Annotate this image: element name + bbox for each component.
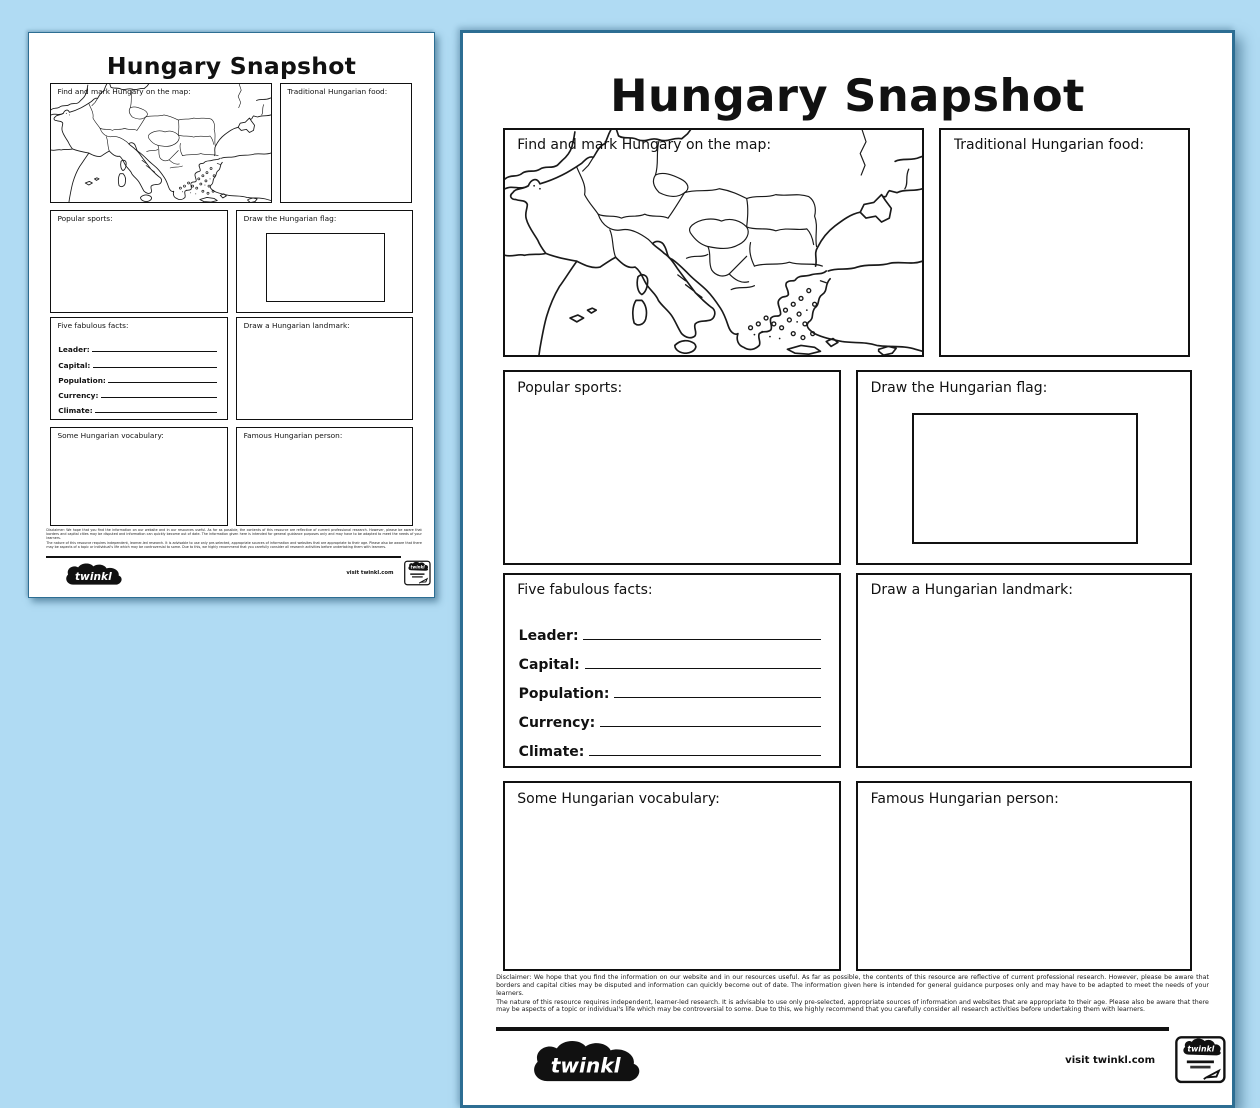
fact-writing-line: [92, 351, 217, 352]
flag-section-label: Draw the Hungarian flag:: [870, 379, 1048, 396]
twinkl-quality-stamp-icon: [404, 560, 431, 586]
footer-divider: [496, 1027, 1169, 1031]
twinkl-logo: [63, 563, 126, 590]
fact-field-row: [58, 370, 217, 385]
disclaimer-paragraph-1: Disclaimer: We hope that you find the information on our website and in our resources useful. As far as possible, the contents of this resource are reflective of current professional research. However, please be aware that borders and capital cities may be disputed and information can quickly become out of date. The information given here is intended for general guidance purposes only and may have to be adapted to meet the needs of your learners.: [46, 528, 422, 541]
fact-field-label: Climate:: [58, 406, 93, 416]
vocabulary-section-box: [50, 427, 228, 527]
fact-writing-line: [93, 367, 218, 368]
fact-writing-line: [101, 397, 218, 398]
fact-field-label: Leader:: [58, 345, 90, 355]
fact-field-row: [58, 354, 217, 369]
vocabulary-section-label: Some Hungarian vocabulary:: [517, 790, 720, 807]
europe-outline-map: [505, 130, 922, 355]
fact-writing-line: [589, 755, 820, 756]
map-section-box: [503, 128, 924, 357]
map-section-label: Find and mark Hungary on the map:: [57, 87, 191, 96]
vocabulary-section-box: [503, 781, 841, 970]
facts-section-box: [503, 573, 841, 768]
worksheet-page-large-zoomed: [460, 30, 1235, 1108]
person-section-box: [236, 427, 413, 527]
worksheet-title: Hungary Snapshot: [610, 69, 1085, 123]
twinkl-logo: [528, 1040, 647, 1091]
fact-field-row: [519, 673, 821, 702]
flag-section-box: [236, 210, 413, 313]
landmark-section-label: Draw a Hungarian landmark:: [243, 322, 350, 330]
fact-field-row: [58, 385, 217, 400]
flag-drawing-area: [266, 233, 385, 302]
fact-field-label: Capital:: [58, 360, 91, 370]
fact-field-row: [519, 731, 821, 760]
fact-writing-line: [108, 382, 217, 383]
food-section-label: Traditional Hungarian food:: [287, 87, 388, 96]
stamp-brand-text: twinkl: [410, 565, 425, 571]
disclaimer-paragraph-2: The nature of this resource requires independent, learner-led research. It is advisable to use only pre-selected, appropriate sources of information and websites that are appropriate to their age. Please also be aware that there may be aspects of a topic or individual's life which may be controversial to some. Due to this, we highly recommend that you carefully consider all research activities before undertaking them with learners.: [46, 541, 422, 550]
person-section-label: Famous Hungarian person:: [243, 431, 343, 440]
fact-field-row: [58, 339, 217, 354]
flag-drawing-area: [912, 413, 1138, 544]
fact-field-label: Capital:: [518, 657, 580, 674]
fact-writing-line: [614, 697, 820, 698]
food-section-box: [280, 83, 412, 204]
worksheet-title: Hungary Snapshot: [106, 52, 357, 81]
europe-outline-map: [51, 84, 271, 203]
fact-writing-line: [583, 639, 820, 640]
person-section-label: Famous Hungarian person:: [870, 790, 1059, 807]
sports-section-box: [50, 210, 228, 313]
fact-field-row: [58, 400, 217, 415]
visit-twinkl-link: visit twinkl.com: [1065, 1054, 1156, 1066]
flag-section-box: [856, 370, 1192, 565]
disclaimer-paragraph-1: Disclaimer: We hope that you find the information on our website and in our resources useful. As far as possible, the contents of this resource are reflective of current professional research. However, please be aware that borders and capital cities may be disputed and information can quickly become out of date. The information given here is intended for general guidance purposes only and may have to be adapted to meet the needs of your learners.: [496, 974, 1209, 997]
map-section-box: [50, 83, 272, 204]
sports-section-box: [503, 370, 841, 565]
fact-field-label: Currency:: [518, 715, 596, 732]
landmark-section-label: Draw a Hungarian landmark:: [870, 582, 1073, 599]
visit-twinkl-link: visit twinkl.com: [346, 570, 394, 577]
fact-field-label: Population:: [58, 375, 106, 385]
fact-field-row: [519, 702, 821, 731]
landmark-section-box: [236, 317, 413, 420]
fact-fields: [519, 615, 821, 760]
facts-section-label: Five fabulous facts:: [57, 322, 129, 330]
person-section-box: [856, 781, 1192, 970]
facts-section-box: [50, 317, 228, 420]
fact-fields: [58, 339, 217, 415]
flag-section-label: Draw the Hungarian flag:: [243, 215, 337, 224]
landmark-section-box: [856, 573, 1192, 768]
fact-field-label: Leader:: [518, 628, 579, 645]
twinkl-quality-stamp-icon: [1175, 1035, 1226, 1084]
sports-section-label: Popular sports:: [57, 215, 113, 224]
fact-field-label: Population:: [518, 686, 610, 703]
food-section-label: Traditional Hungarian food:: [953, 137, 1145, 154]
disclaimer-text: [46, 528, 421, 550]
worksheet-page-small: [28, 32, 435, 598]
food-section-box: [939, 128, 1190, 357]
fact-field-row: [519, 644, 821, 673]
sports-section-label: Popular sports:: [517, 379, 623, 396]
fact-writing-line: [585, 668, 821, 669]
twinkl-logo-text: twinkl: [75, 569, 113, 583]
fact-field-label: Currency:: [58, 391, 99, 401]
map-section-label: Find and mark Hungary on the map:: [517, 137, 772, 154]
footer-divider: [46, 556, 400, 558]
stamp-brand-text: twinkl: [1187, 1044, 1215, 1054]
fact-field-label: Climate:: [518, 744, 585, 761]
disclaimer-paragraph-2: The nature of this resource requires independent, learner-led research. It is advisable to use only pre-selected, appropriate sources of information and websites that are appropriate to their age. Please also be aware that there may be aspects of a topic or individual's life which may be controversial to some. Due to this, we highly recommend that you carefully consider all research activities before undertaking them with learners.: [496, 998, 1209, 1014]
twinkl-logo-text: twinkl: [551, 1053, 621, 1078]
vocabulary-section-label: Some Hungarian vocabulary:: [57, 431, 164, 440]
fact-writing-line: [95, 412, 217, 413]
fact-writing-line: [600, 726, 821, 727]
facts-section-label: Five fabulous facts:: [517, 582, 653, 599]
disclaimer-text: [496, 974, 1209, 1015]
